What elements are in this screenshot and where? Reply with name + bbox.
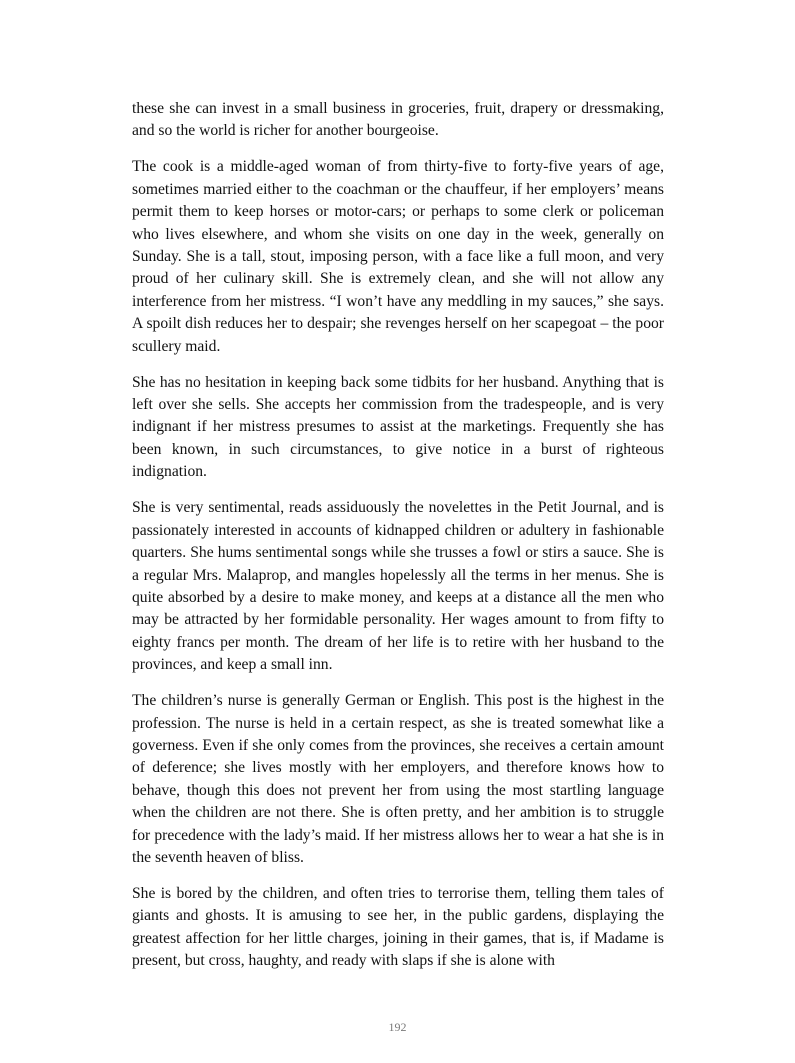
paragraph-nurse-children: She is bored by the children, and often tries to terrorise them, telling them tales of giants and ghosts. It is amusing to see her, in the public gardens, displaying the greatest affection for her little charges, joining in their games, that is, if Madame is present, but cross, haughty, and ready with slaps if she is alone with [132,884,664,970]
paragraph-nurse: The children’s nurse is generally German or English. This post is the highest in the profession. The nurse is held in a certain respect, as she is treated somewhat like a governess. Even if she only comes from the provinces, she receives a certain amount of deference; she lives mostly with her employers, and therefore knows how to behave, though this does not prevent her from using the most startling language when the children are not there. She is often pretty, and her ambition is to struggle for precedence with the lady’s maid. If her mistress allows her to wear a hat she is in the seventh heaven of bliss. [132,692,664,866]
page-number: 192 [388,1020,407,1034]
paragraph-cook-habits: She has no hesitation in keeping back some tidbits for her husband. Anything that is left over she sells. She accepts her commission from the tradespeople, and is very indignant if her mistress presumes to assist at the marketings. Frequently she has been known, in such circumstances, to give notice in a burst of righteous indignation. [132,373,664,481]
body-text [132,98,664,986]
paragraph-cook-sentimental: She is very sentimental, reads assiduously the novelettes in the Petit Journal, and is passionately interested in accounts of kidnapped children or adultery in fashionable quarters. She hums sentimental songs while she trusses a fowl or stirs a sauce. She is a regular Mrs. Malaprop, and mangles hopelessly all the terms in her menus. She is quite absorbed by a desire to make money, and keeps at a distance all the men who may be attracted by her formidable personality. Her wages amount to from fifty to eighty francs per month. The dream of her life is to retire with her husband to the provinces, and keep a small inn. [132,499,664,674]
paragraph-cook: The cook is a middle-aged woman of from thirty-five to forty-five years of age, sometimes married either to the coachman or the chauffeur, if her employers’ means permit them to keep horses or motor-cars; or perhaps to some clerk or policeman who lives elsewhere, and whom she visits on one day in the week, generally on Sunday. She is a tall, stout, imposing person, with a face like a full moon, and very proud of her culinary skill. She is extremely clean, and she will not allow any interference from her mistress. “I won’t have any meddling in my sauces,” she says. A spoilt dish reduces her to despair; she revenges herself on her scapegoat – the poor scullery maid. [132,158,664,355]
paragraph-continuation: these she can invest in a small business in groceries, fruit, drapery or dressmaking, and so the world is richer for another bourgeoise. [132,100,664,140]
